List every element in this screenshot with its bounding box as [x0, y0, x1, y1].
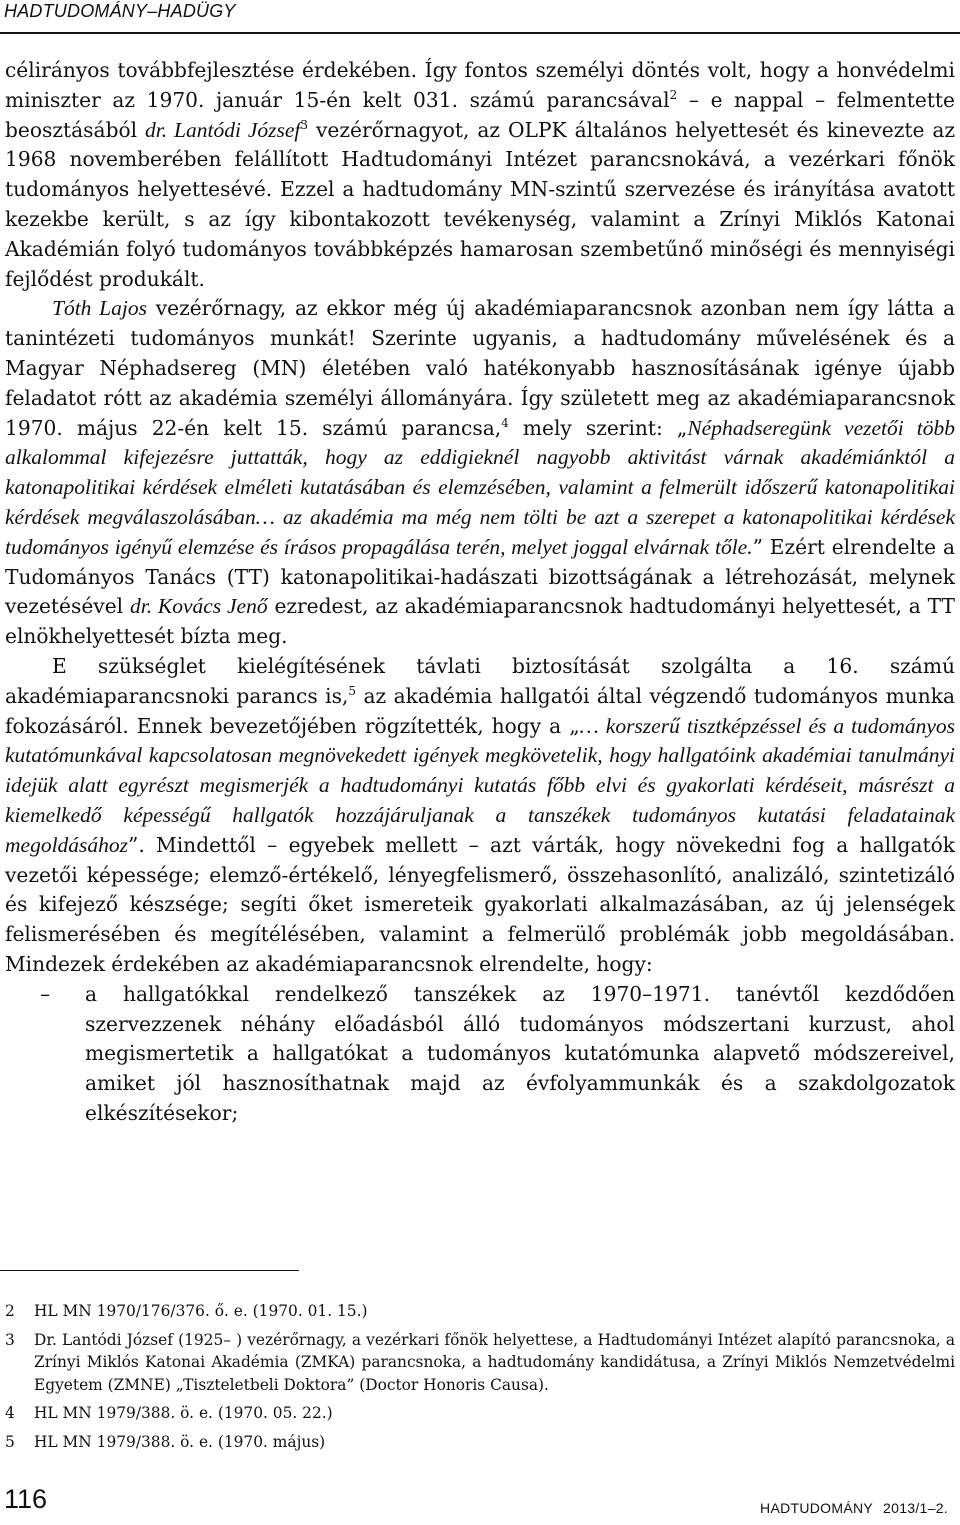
footnote-number: 4	[5, 1404, 15, 1422]
footnote-5	[5, 1431, 955, 1454]
running-head-title: HADTUDOMÁNY–HADÜGY	[4, 1, 236, 21]
quoted-order: … korszerű tisztképzéssel és a tudományos kutatómunkával kapcsolatosan megnövekedett igények megkövetelik, hogy hallgatóink akadémiai tanulmányi idejük alatt egyrészt megismerjék a hadtudományi kutatás főbb elvi és gyakorlati kérdéseit, másrészt a kiemelkedő képességű hallgatók hozzájáruljanak a tanszékek tudományos kutatási feladatainak megoldásához	[5, 713, 955, 857]
paragraph-1	[5, 56, 955, 294]
list-dash: –	[40, 981, 51, 1006]
footnote-ref-4[interactable]: 4	[501, 415, 509, 430]
footnote-ref-3[interactable]: 3	[300, 117, 309, 132]
footnotes	[5, 1300, 955, 1459]
text-segment: vezérőrnagy, az ekkor még új akadémiaparancsnok azonban nem így látta a tanintézeti tudományos munkát! Szerinte ugyanis, a hadtudomány művelésének és a Magyar Néphadsereg (MN) életében való hatékonyabb hasznosításának igénye újabb feladatot rótt az akadémia személyi állományára. Így született meg az akadémiaparancsnok 1970. május 22-én kelt 15. számú parancsa,	[5, 296, 955, 440]
journal-footer	[750, 1500, 948, 1516]
footnote-text: HL MN 1979/388. ö. e. (1970. május)	[34, 1432, 326, 1451]
paragraph-2	[5, 294, 955, 652]
text-segment: célirányos továbbfejlesztése érdekében. Így fontos személyi döntés volt, hogy a honvédelmi miniszter az 1970. január 15-én kelt 031. számú parancsával	[5, 58, 955, 112]
footnote-number: 2	[5, 1302, 15, 1320]
list-item-text: a hallgatókkal rendelkező tanszékek az 1970–1971. tanévtől kezdődően szervezzenek néhány előadásból álló tudományos módszertani kurzust, ahol megismertetik a hallgatókat a tudományos kutatómunka alapvető módszereivel, amiket jól hasznosíthatnak majd az évfolyammunkák és a szakdolgozatok elkészítésekor;	[85, 981, 955, 1125]
text-segment: ”. Mindettől – egyebek mellett – azt várták, hogy növekedni fog a hallgatók vezetői képessége; elemző-értékelő, lényegfelismerő, összehasonlító, analizáló, szintetizáló és kifejező készsége; segíti őket ismereteik gyakorlati alkalmazásában, az új jelenségek felismerésében és megítélésében, valamint a felmerülő problémák jobb megoldásában. Mindezek érdekében az akadémiaparancsnok elrendelte, hogy:	[5, 832, 955, 976]
footnote-ref-5[interactable]: 5	[348, 683, 357, 698]
footnote-number: 3	[5, 1330, 15, 1349]
footnote-4	[5, 1402, 955, 1425]
text-segment: vezérőrnagyot, az OLPK általános helyettesét és kinevezte az 1968 novemberében felállított Hadtudományi Intézet parancsnokává, a vezérkari főnök tudományos helyettesévé. Ezzel a hadtudomány MN-szintű szervezése és irányítása avatott kezekbe került, s az így kibontakozott tevékenység, valamint a Zrínyi Miklós Katonai Akadémián folyó tudományos továbbképzés hamarosan szembetűnő minőségi és mennyiségi fejlődést produkált.	[5, 117, 956, 291]
footnote-ref-2[interactable]: 2	[669, 87, 678, 102]
person-name: dr. Kovács Jenő	[129, 594, 268, 619]
article-body	[5, 56, 955, 1129]
header-rule	[0, 32, 960, 34]
journal-title: HADTUDOMÁNY	[760, 1500, 874, 1516]
text-segment: az akadémia hallgatói által végzendő tudományos munka fokozásáról. Ennek bevezetőjében rögzítették, hogy a „	[5, 683, 955, 738]
page-number: 116	[4, 1484, 48, 1514]
footnote-text: HL MN 1979/388. ö. e. (1970. 05. 22.)	[34, 1404, 333, 1422]
text-segment: ezredest, az akadémiaparancsnok hadtudományi helyettesét, a TT elnökhelyettesét bízta meg.	[5, 594, 955, 649]
footnote-rule	[0, 1270, 299, 1271]
footnote-2	[5, 1300, 955, 1323]
list-item	[5, 980, 955, 1129]
footnote-text: Dr. Lantódi József (1925– ) vezérőrnagy, a vezérkari főnök helyettese, a Hadtudományi Intézet alapító parancsnoka, a Zrínyi Miklós Katonai Akadémia (ZMKA) parancsnoka, a hadtudomány kandidátusa, a Zrínyi Miklós Nemzetvédelmi Egyetem (ZMNE) „Tiszteletbeli Doktora” (Doctor Honoris Causa).	[34, 1330, 955, 1394]
person-name: dr. Lantódi József	[145, 117, 301, 142]
text-segment: mely szerint: „	[508, 415, 688, 440]
footnote-text: HL MN 1970/176/376. ő. e. (1970. 01. 15.)	[34, 1302, 368, 1320]
quoted-order: Néphadseregünk vezetői több alkalommal kifejezésre juttatták, hogy az eddigieknél nagyobb aktivitást várnak akadémiánktól a katonapolitikai kérdések elméleti kutatásában és elemzésében, valamint a felmerült időszerű katonapolitikai kérdések megválaszolásában… az akadémia ma még nem tölti be azt a szerepet a katonapolitikai kérdések tudományos igényű elemzése és írásos propagálása terén, melyet joggal elvárnak tőle.	[5, 415, 955, 559]
person-name: Tóth Lajos	[52, 296, 147, 321]
text-segment: E szükséglet kielégítésének távlati biztosítását szolgálta a 16. számú akadémiaparancsnoki parancs is,	[5, 653, 955, 708]
paragraph-3	[5, 652, 955, 980]
footnote-number: 5	[5, 1432, 15, 1451]
text-segment: ” Ezért elrendelte a Tudományos Tanács (TT) katonapolitikai-hadászati bizottságának a létrehozását, melynek vezetésével	[5, 534, 956, 619]
journal-issue: 2013/1–2.	[883, 1500, 948, 1516]
text-segment: – e nappal – felmentette beosztásából	[5, 87, 955, 142]
footnote-3	[5, 1329, 955, 1397]
